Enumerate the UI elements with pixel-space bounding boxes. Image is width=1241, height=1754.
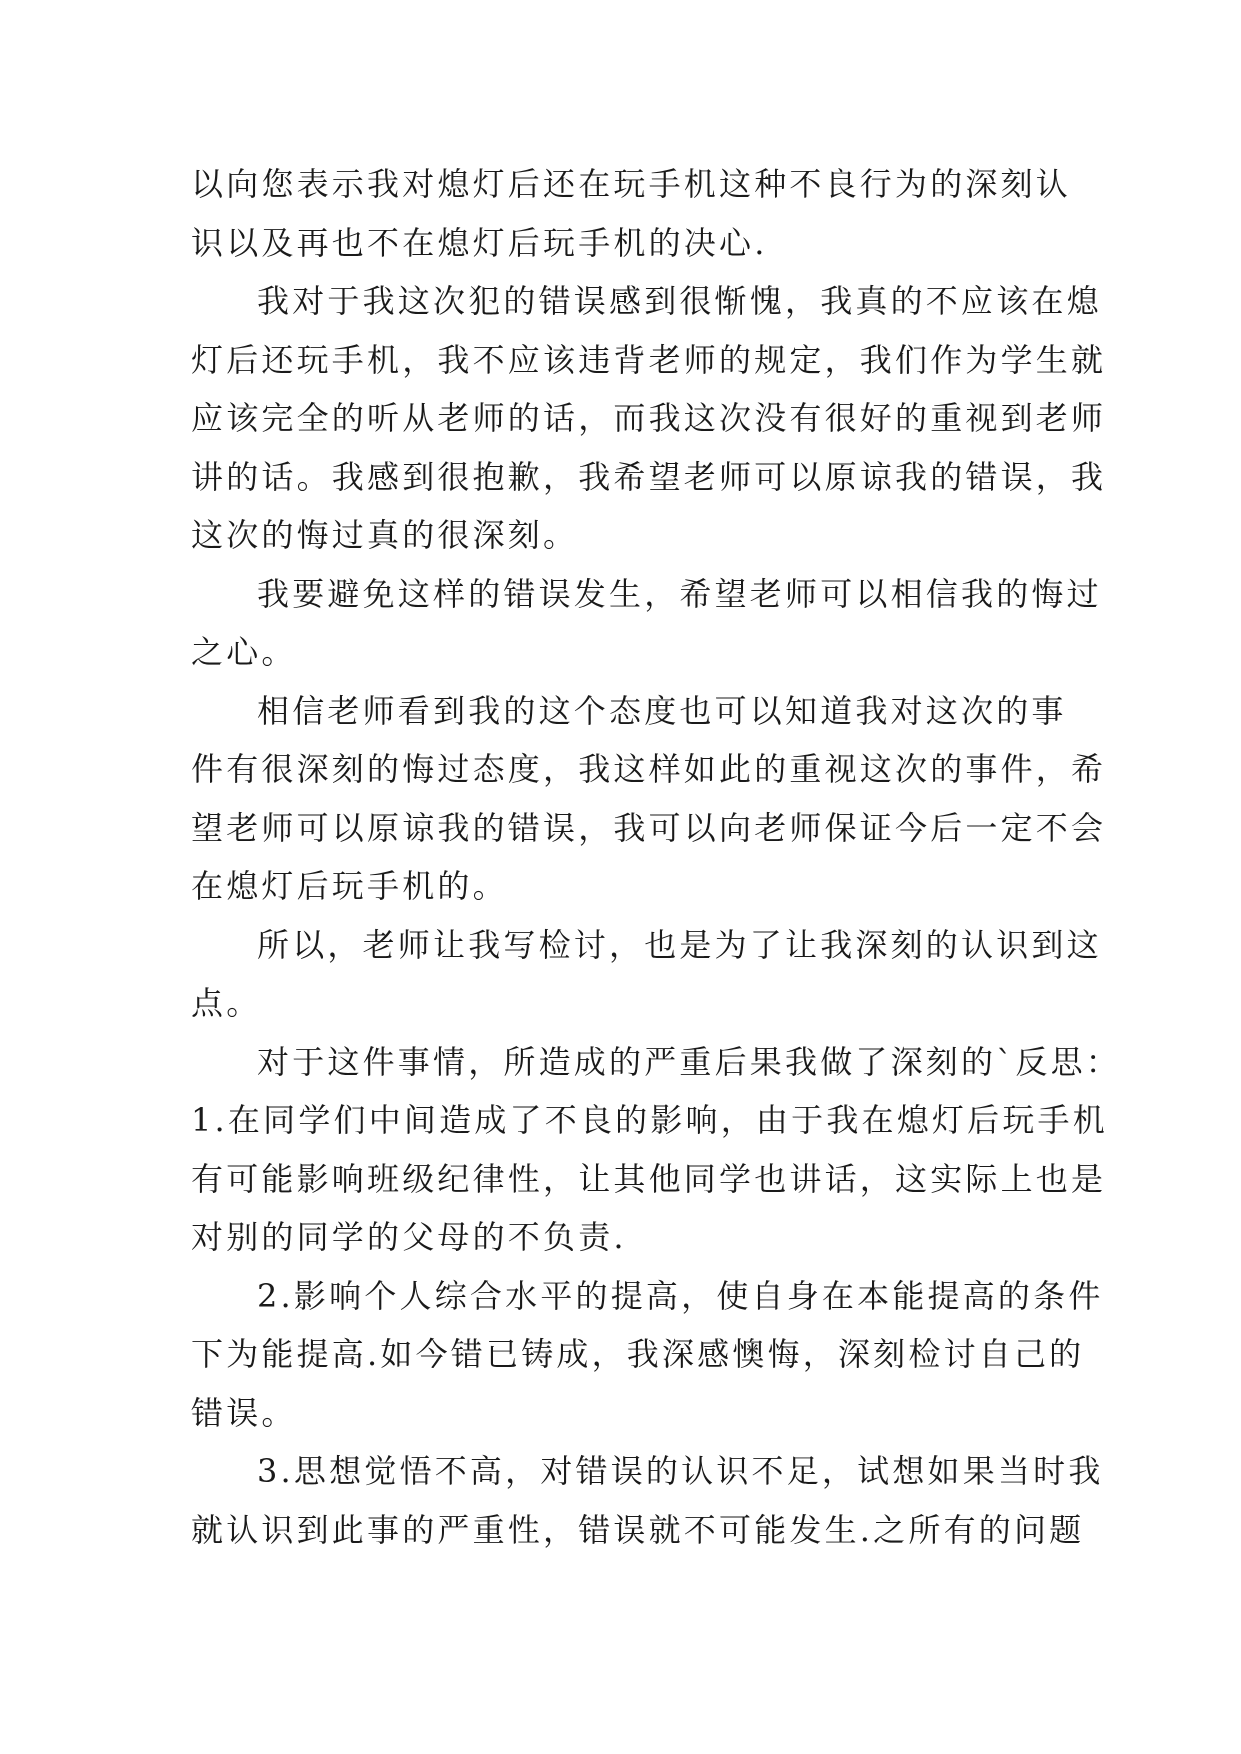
text-line: 所以，老师让我写检讨，也是为了让我深刻的认识到这 [257,925,1102,964]
text-line: 对别的同学的父母的不负责. [191,1218,627,1256]
text-line: 1.在同学们中间造成了不良的影响，由于我在熄灯后玩手机 [191,1101,1108,1139]
text-line: 件有很深刻的悔过态度，我这样如此的重视这次的事件，希 [191,750,1107,788]
text-line: 识以及再也不在熄灯后玩手机的决心. [191,223,768,262]
text-line: 就认识到此事的严重性，错误就不可能发生.之所有的问题 [191,1510,1085,1549]
text-line: 这次的悔过真的很深刻。 [191,516,579,554]
text-line: 灯后还玩手机，我不应该违背老师的规定，我们作为学生就 [191,340,1107,379]
text-line: 错误。 [191,1393,297,1432]
text-line: 点。 [191,984,262,1022]
text-line: 有可能影响班级纪律性，让其他同学也讲话，这实际上也是 [191,1159,1107,1198]
text-line: 讲的话。我感到很抱歉，我希望老师可以原谅我的错误，我 [191,457,1107,496]
text-line: 3.思想觉悟不高，对错误的认识不足，试想如果当时我 [257,1452,1104,1490]
text-line: 应该完全的听从老师的话，而我这次没有很好的重视到老师 [191,399,1107,437]
text-line: 我要避免这样的错误发生，希望老师可以相信我的悔过 [257,574,1102,613]
text-line: 2.影响个人综合水平的提高，使自身在本能提高的条件 [257,1276,1104,1315]
text-line: 以向您表示我对熄灯后还在玩手机这种不良行为的深刻认 [191,165,1072,203]
text-line: 望老师可以原谅我的错误，我可以向老师保证今后一定不会 [191,808,1107,847]
text-line: 下为能提高.如今错已铸成，我深感懊悔，深刻检讨自己的 [191,1335,1085,1373]
text-line: 我对于我这次犯的错误感到很惭愧，我真的不应该在熄 [257,282,1102,320]
text-line: 相信老师看到我的这个态度也可以知道我对这次的事 [257,691,1067,730]
document-body [191,155,1122,1559]
text-line: 之心。 [191,633,297,671]
text-line: 对于这件事情，所造成的严重后果我做了深刻的`反思： [257,1042,1122,1081]
text-line: 在熄灯后玩手机的。 [191,867,508,905]
